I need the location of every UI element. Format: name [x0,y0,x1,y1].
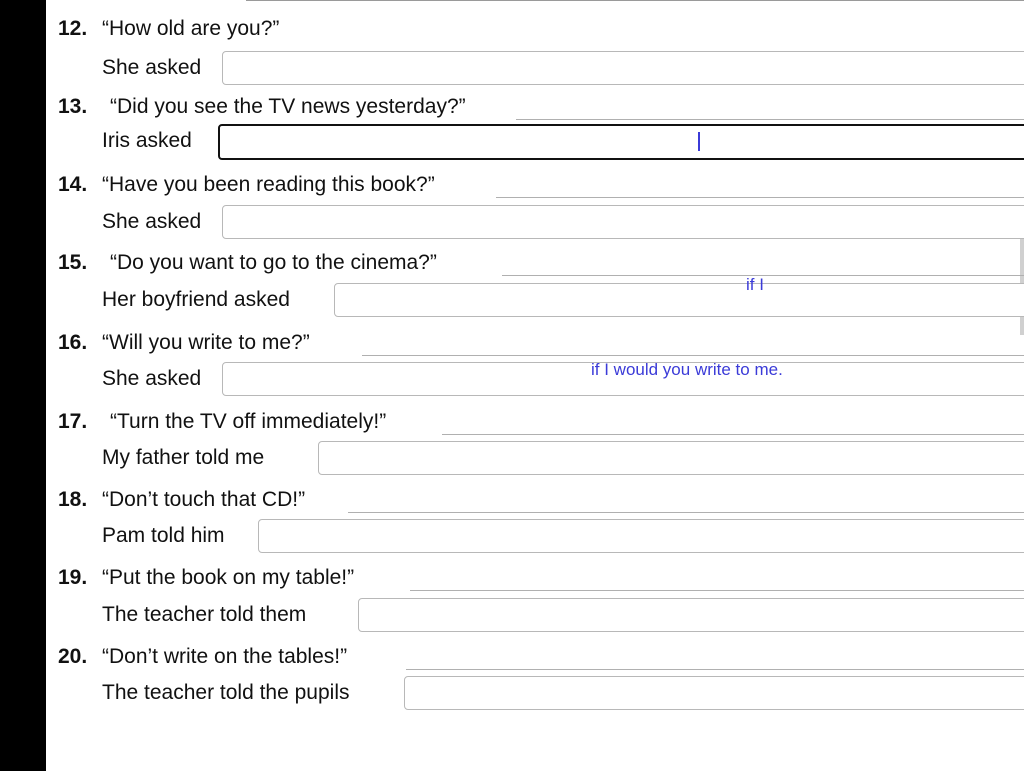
question-underline [516,119,1024,120]
question-row-19 [46,561,1024,595]
question-underline [362,355,1024,356]
question-text: “How old are you?” [102,17,280,40]
question-underline [410,590,1024,591]
question-row-16 [46,326,1024,360]
answer-label: She asked [102,210,202,233]
question-number: 15. [58,251,88,274]
question-text: “Don’t write on the tables!” [102,645,348,668]
answer-input[interactable] [258,519,1024,553]
answer-input[interactable] [318,441,1024,475]
question-text: “Will you write to me?” [102,331,310,354]
answer-row-13 [46,124,1024,158]
question-number: 20. [58,645,88,668]
question-underline [496,197,1024,198]
question-row-20 [46,640,1024,674]
answer-text: if I [746,275,764,294]
question-number: 12. [58,17,88,40]
answer-input[interactable] [222,205,1024,239]
question-text: “Turn the TV off immediately!” [110,410,387,433]
question-underline [406,669,1024,670]
answer-row-12 [46,51,1024,85]
question-number: 17. [58,410,88,433]
question-text: “Did you see the TV news yesterday?” [110,95,466,118]
answer-input-focused[interactable] [218,124,1024,160]
question-text: “Don’t touch that CD!” [102,488,306,511]
question-row-13 [46,90,1024,124]
answer-input[interactable] [222,51,1024,85]
question-text: “Do you want to go to the cinema?” [110,251,437,274]
answer-input[interactable] [358,598,1024,632]
question-row-12 [46,12,1024,46]
answer-input[interactable] [334,283,1024,317]
worksheet-page [46,0,1024,771]
answer-row-18 [46,519,1024,553]
answer-row-14 [46,205,1024,239]
question-number: 16. [58,331,88,354]
question-number: 13. [58,95,88,118]
answer-row-17 [46,441,1024,475]
question-row-17 [46,405,1024,439]
answer-label: Iris asked [102,129,192,152]
question-number: 19. [58,566,88,589]
answer-text: if I would you write to me. [591,360,783,379]
question-row-18 [46,483,1024,517]
answer-label: The teacher told the pupils [102,681,350,704]
answer-label: My father told me [102,446,265,469]
text-cursor [698,132,700,151]
question-row-15 [46,246,1024,280]
question-text: “Have you been reading this book?” [102,173,435,196]
answer-label: Pam told him [102,524,225,547]
top-divider [246,0,1024,1]
answer-label: The teacher told them [102,603,307,626]
answer-row-20 [46,676,1024,710]
answer-row-15 [46,275,1024,317]
answer-label: Her boyfriend asked [102,288,290,311]
question-number: 18. [58,488,88,511]
answer-label: She asked [102,56,202,79]
question-text: “Put the book on my table!” [102,566,355,589]
answer-label: She asked [102,367,202,390]
answer-input[interactable] [404,676,1024,710]
question-underline [348,512,1024,513]
answer-row-19 [46,598,1024,632]
answer-row-16 [46,362,1024,396]
question-number: 14. [58,173,88,196]
question-underline [442,434,1024,435]
question-row-14 [46,168,1024,202]
